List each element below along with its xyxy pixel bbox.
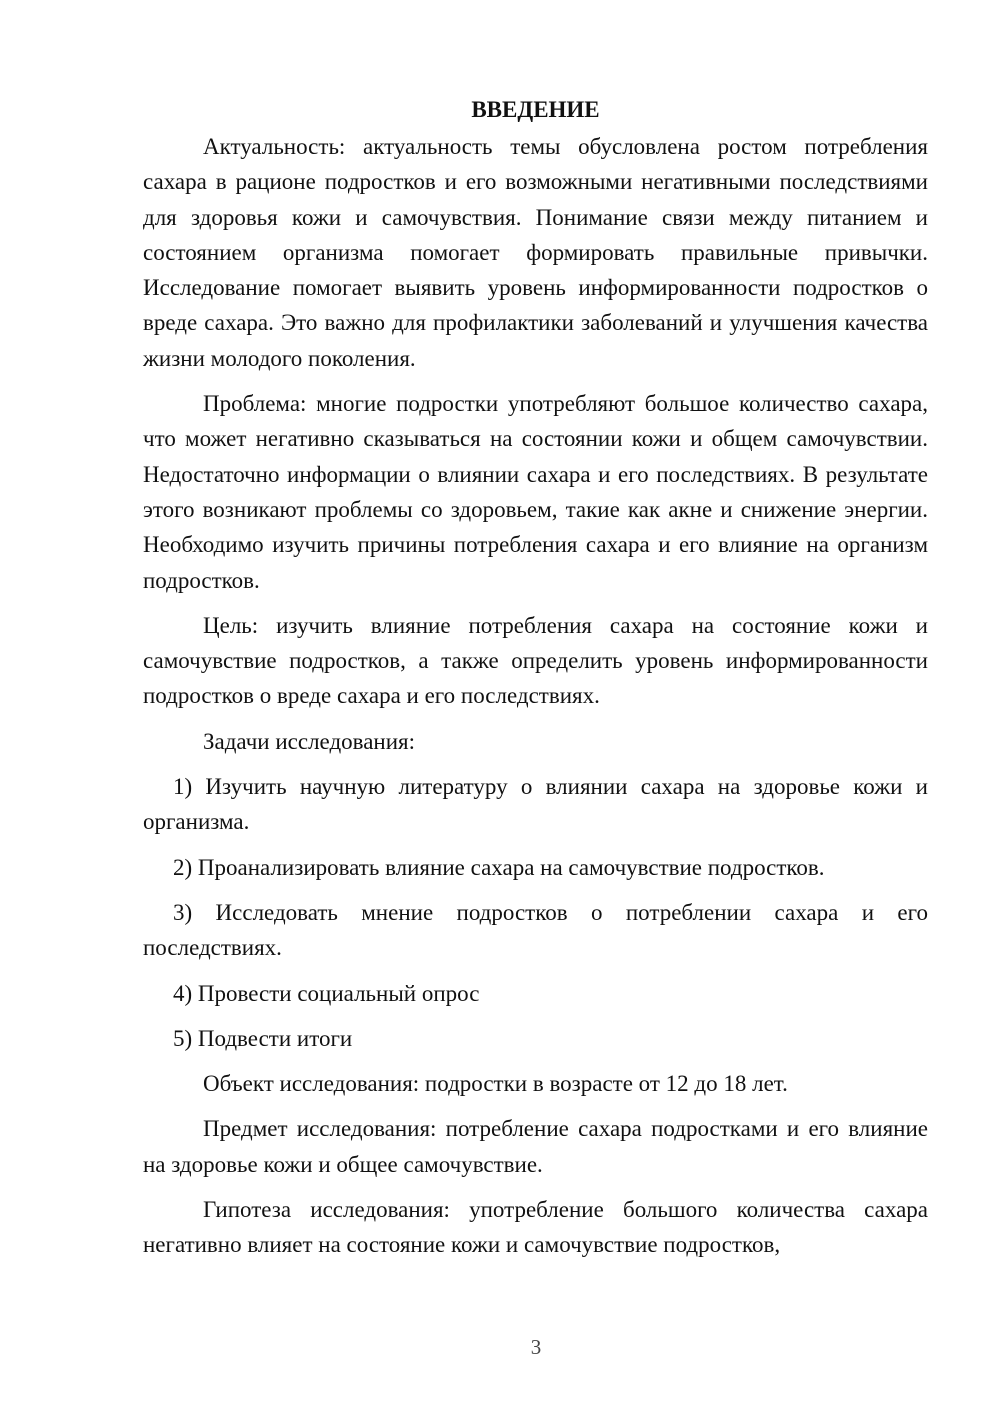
paragraph-problem: Проблема: многие подростки употребляют большое количество сахара, что может негативно сказываться на состоянии кожи и общем самочувствии. Недостаточно информации о влиянии сахара и его последствиях. В результате этого возникают проблемы со здоровьем, такие как акне и снижение энергии. Необходимо изучить причины потребления сахара и его влияние на организм подростков. xyxy=(143,391,928,593)
task-item-2: 2) Проанализировать влияние сахара на самочувствие подростков. xyxy=(173,854,825,880)
task-item-1: 1) Изучить научную литературу о влиянии сахара на здоровье кожи и организма. xyxy=(143,774,928,835)
page-number: 3 xyxy=(530,1335,542,1359)
paragraph-relevance: Актуальность: актуальность темы обусловлена ростом потребления сахара в рационе подростков и его возможными негативными последствиями для здоровья кожи и самочувствия. Понимание связи между питанием и состоянием организма помогает формировать правильные привычки. Исследование помогает выявить уровень информированности подростков о вреде сахара. Это важно для профилактики заболеваний и улучшения качества жизни молодого поколения. xyxy=(143,134,928,371)
paragraph-subject: Предмет исследования: потребление сахара подростками и его влияние на здоровье кожи и общее самочувствие. xyxy=(143,1116,928,1177)
task-item-5: 5) Подвести итоги xyxy=(173,1025,353,1051)
section-title: ВВЕДЕНИЕ xyxy=(471,97,600,122)
task-item-4: 4) Провести социальный опрос xyxy=(173,980,480,1006)
paragraph-hypothesis: Гипотеза исследования: употребление большого количества сахара негативно влияет на состояние кожи и самочувствие подростков, xyxy=(143,1197,928,1258)
paragraph-tasks-heading: Задачи исследования: xyxy=(203,728,416,754)
paragraph-goal: Цель: изучить влияние потребления сахара на состояние кожи и самочувствие подростков, а также определить уровень информированности подростков о вреде сахара и его последствиях. xyxy=(143,612,928,709)
document-page xyxy=(143,92,928,1263)
paragraph-object: Объект исследования: подростки в возрасте от 12 до 18 лет. xyxy=(203,1071,788,1097)
task-item-3: 3) Исследовать мнение подростков о потреблении сахара и его последствиях. xyxy=(143,899,928,961)
